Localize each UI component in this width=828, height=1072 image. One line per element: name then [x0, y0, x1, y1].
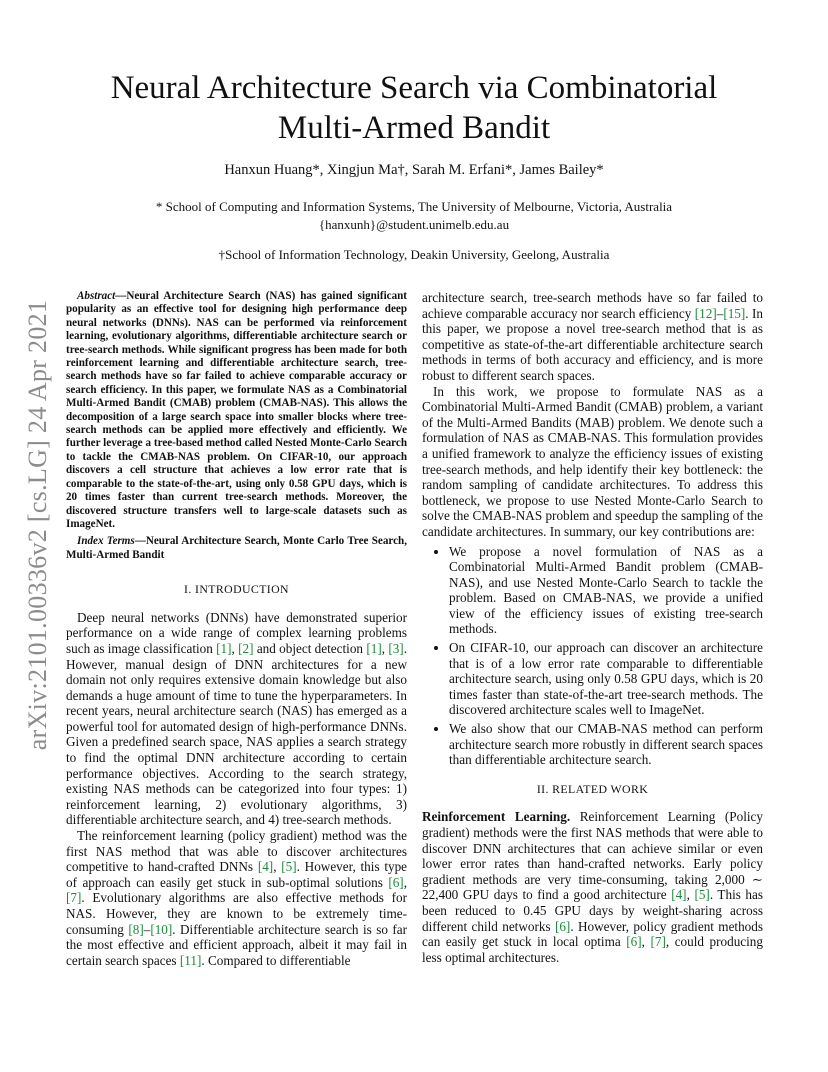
right-paragraph-1: architecture search, tree-search methods have so far failed to achieve comparable accuracy nor search efficiency [12]–[15]. In this paper, we propose a novel tree-search method that is as competitive as state-of-the-art differentiable architecture search methods in terms of both accuracy and efficiency, and is more robust to different search spaces.	[422, 290, 763, 383]
intro-paragraph-2: The reinforcement learning (policy gradient) method was the first NAS method that was able to discover architectures competitive to hand-crafted DNNs [4], [5]. However, this type of approach can easily get stuck in sub-optimal solutions [6], [7]. Evolutionary algorithms are also effective methods for NAS. However, they are known to be extremely time-consuming [8]–[10]. Differentiable architecture search is so far the most effective and efficient approach, albeit it may fail in certain search spaces [11]. Compared to differentiable	[66, 828, 408, 968]
citation-link[interactable]: [7]	[650, 934, 666, 950]
right-column	[422, 290, 763, 965]
citation-link[interactable]: [6]	[388, 874, 404, 890]
left-column	[66, 290, 407, 968]
affiliation-2: †School of Information Technology, Deakin University, Geelong, Australia	[218, 247, 610, 262]
citation-link[interactable]: [6]	[626, 934, 642, 950]
citation-link[interactable]: [12]	[694, 305, 717, 321]
citation-link[interactable]: [3]	[388, 640, 404, 656]
abstract-label: Abstract	[77, 290, 116, 302]
citation-link[interactable]: [7]	[66, 890, 82, 906]
author-list: Hanxun Huang*, Xingjun Ma†, Sarah M. Erfani*, James Bailey*	[224, 162, 604, 178]
section-heading-introduction: I. INTRODUCTION	[184, 582, 289, 597]
title-line-1: Neural Architecture Search via Combinatorial	[110, 70, 718, 106]
rl-lead: Reinforcement Learning.	[422, 809, 571, 825]
citation-link[interactable]: [4]	[671, 887, 687, 903]
affiliation-1-name: * School of Computing and Information Systems, The University of Melbourne, Victoria, Australia	[155, 199, 673, 214]
citation-link[interactable]: [5]	[281, 859, 297, 875]
list-item: • On CIFAR-10, our approach can discover an architecture that is of a low error rate comparable to differentiable architecture search, using only 0.58 GPU days, which is 20 times faster than state-of-the-art tree-search methods. The discovered architecture scales well to ImageNet.	[449, 640, 763, 718]
section-heading-related-work: II. RELATED WORK	[536, 781, 649, 796]
arxiv-stamp	[14, 290, 62, 760]
title-line-2: Multi-Armed Bandit	[277, 110, 551, 146]
citation-link[interactable]: [15]	[723, 305, 746, 321]
abstract-text: —Neural Architecture Search (NAS) has gained significant popularity as an effective tool for designing high performance deep neural networks (DNNs). NAS can be performed via reinforcement learning, evolutionary algorithms, differentiable architecture search or tree-search methods. While significant progress has been made for both reinforcement learning and differentiable architecture search, tree-search methods have so far failed to achieve comparable accuracy or search efficiency. In this paper, we formulate NAS as a Combinatorial Multi-Armed Bandit (CMAB) problem (CMAB-NAS). This allows the decomposition of a large search space into smaller blocks where tree-search methods can be applied more effectively and efficiently. We further leverage a tree-based method called Nested Monte-Carlo Search to tackle the CMAB-NAS problem. On CIFAR-10, our approach discovers a cell structure that achieves a low error rate that is comparable to the state-of-the-art, using only 0.58 GPU days, which is 20 times faster than current tree-search methods. Moreover, the discovered structure transfers well to large-scale datasets such as ImageNet.	[66, 290, 407, 530]
affiliation-1	[0, 198, 828, 234]
index-terms-text: —Neural Architecture Search, Monte Carlo Tree Search, Multi-Armed Bandit	[66, 535, 407, 561]
list-item: • We propose a novel formulation of NAS as a Combinatorial Multi-Armed Bandit problem (CMAB-NAS), and use Nested Monte-Carlo Search to tackle the problem. Based on CMAB-NAS, we provide a unified view of the efficiency issues of existing tree-search methods.	[449, 544, 763, 638]
contributions-list	[422, 544, 763, 768]
intro-paragraph-1: Deep neural networks (DNNs) have demonstrated superior performance on a wide range of complex learning problems such as image classification [1], [2] and object detection [1], [3]. However, manual design of DNN architectures for a new domain not only requires extensive domain knowledge but also demands a huge amount of time to tune the hyperparameters. In recent years, neural architecture search (NAS) has emerged as a powerful tool for automated design of high-performance DNNs. Given a predefined search space, NAS applies a search strategy to find the optimal DNN architecture according to certain performance objectives. According to the search strategy, existing NAS methods can be categorized into four types: 1) reinforcement learning, 2) evolutionary algorithms, 3) differentiable architecture search, and 4) tree-search methods.	[66, 609, 407, 828]
affiliation-1-email: {hanxunh}@student.unimelb.edu.au	[318, 217, 510, 232]
right-paragraph-2: In this work, we propose to formulate NAS as a Combinatorial Multi-Armed Bandit (CMAB) problem, a variant of the Multi-Armed Bandits (MAB) problem. We denote such a formulation of NAS as CMAB-NAS. This formulation provides a unified framework to analyze the efficiency issues of existing tree-search methods, and help identify their key bottleneck: the random sampling of candidate architectures. To address this bottleneck, we propose to use Nested Monte-Carlo Search to solve the CMAB-NAS problem and speedup the sampling of the candidate architectures. In summary, our key contributions are:	[422, 383, 763, 539]
citation-link[interactable]: [5]	[694, 887, 710, 903]
abstract	[66, 290, 407, 531]
citation-link[interactable]: [11]	[179, 952, 202, 968]
citation-link[interactable]: [1]	[366, 640, 382, 656]
paper-title	[0, 68, 828, 148]
citation-link[interactable]: [4]	[257, 859, 274, 875]
citation-link[interactable]: [1]	[216, 640, 232, 656]
list-item: • We also show that our CMAB-NAS method can perform architecture search more robustly in different search spaces than differentiable architecture search.	[449, 721, 763, 768]
citation-link[interactable]: [6]	[554, 918, 571, 934]
index-terms-label: Index Terms	[77, 535, 135, 548]
arxiv-stamp-text: arXiv:2101.00336v2 [cs.LG] 24 Apr 2021	[23, 299, 52, 751]
citation-link[interactable]: [8]	[128, 921, 144, 937]
citation-link[interactable]: [10]	[150, 921, 173, 937]
citation-link[interactable]: [2]	[238, 640, 254, 656]
index-terms	[66, 535, 407, 562]
related-work-paragraph: Reinforcement Learning. Reinforcement Learning (Policy gradient) methods were the first NAS methods that were able to discover DNN architectures that can achieve similar or even lower error rates than hand-crafted networks. Early policy gradient methods are very time-consuming, taking 2,000 ∼ 22,400 GPU days to find a good architecture [4], [5]. This has been reduced to 0.45 GPU days by weight-sharing across different child networks [6]. However, policy gradient methods can easily get stuck in local optima [6], [7], could producing less optimal architectures.	[422, 809, 764, 965]
